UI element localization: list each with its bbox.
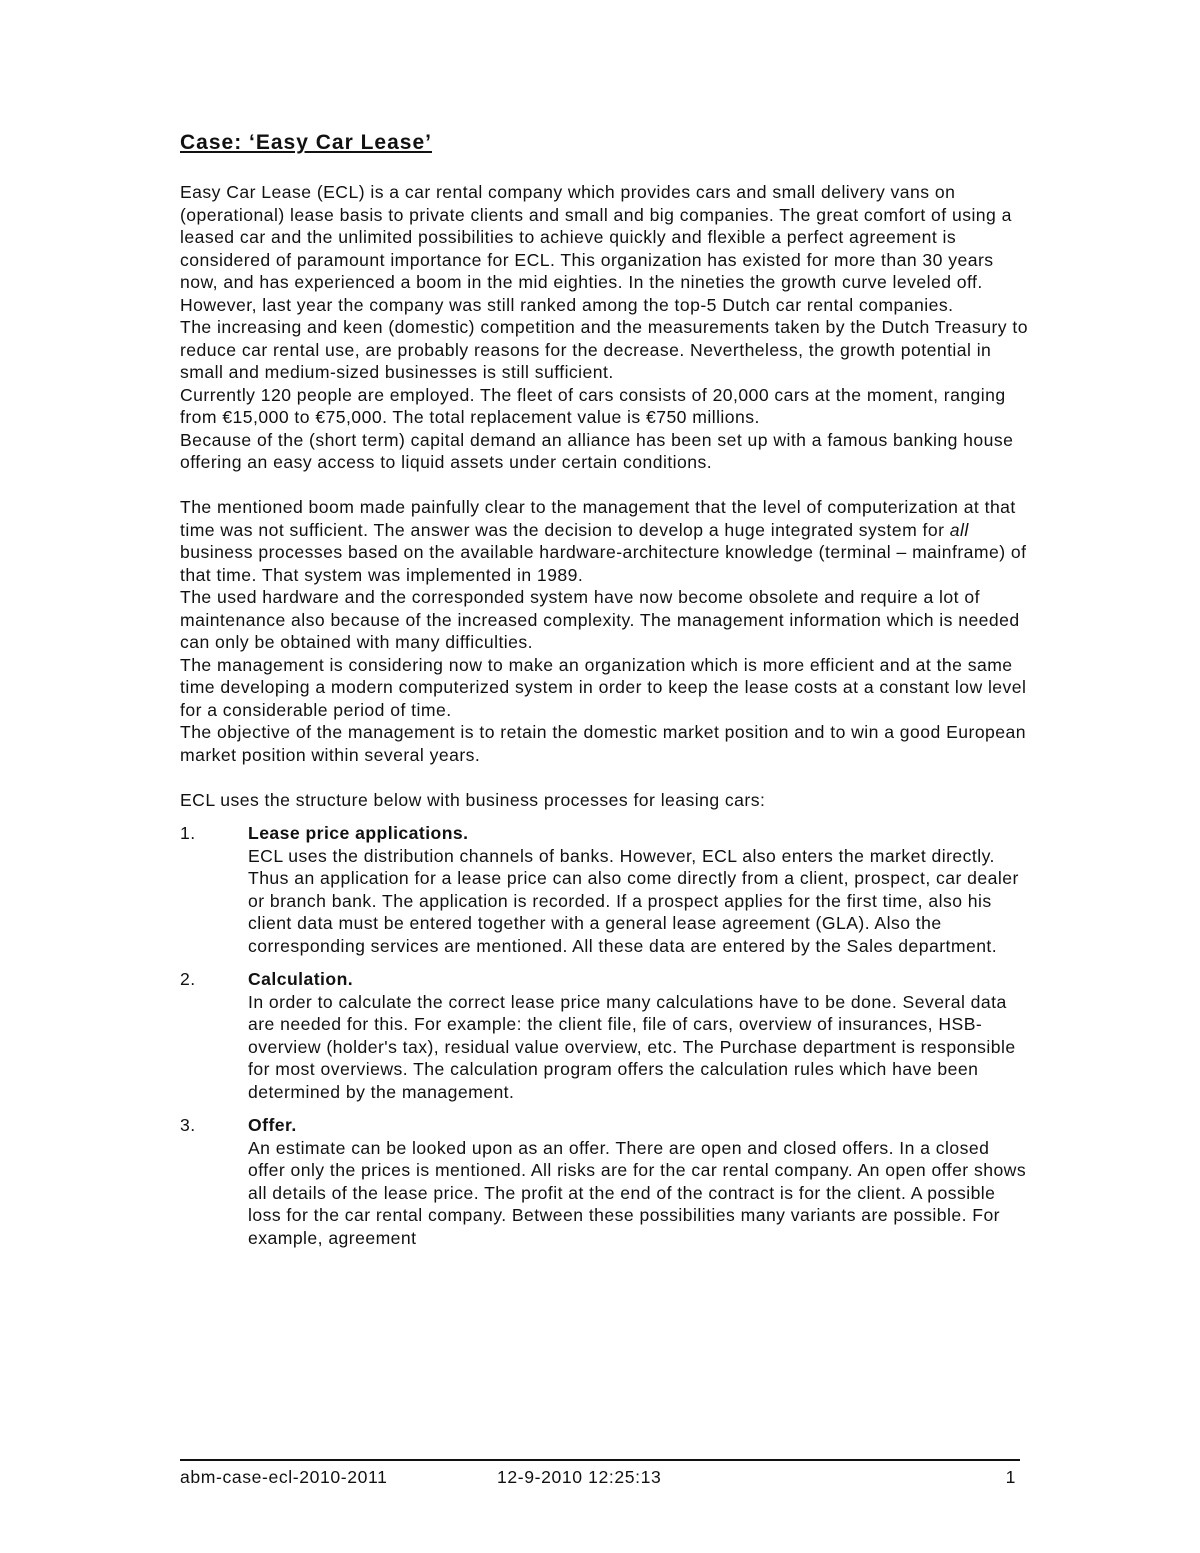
list-item-text: In order to calculate the correct lease price many calculations have to be done. Several data are needed for this. For example: the client file, file of cars, overview of insurances, HSB-overview (holder's tax), residual value overview, etc. The Purchase department is responsible for most overviews. The calculation program offers the calculation rules which have been determined by the management. bbox=[248, 991, 1016, 1102]
paragraph: The management is considering now to make an organization which is more efficient and at the same time developing a modern computerized system in order to keep the lease costs at a constant low level for a considerable period of time. bbox=[180, 654, 1027, 720]
page-footer bbox=[180, 1459, 1020, 1487]
emphasis-text: all bbox=[949, 519, 969, 540]
list-item bbox=[180, 1114, 1030, 1249]
list-item-number: 2. bbox=[180, 969, 196, 989]
paragraph: The used hardware and the corresponded system have now become obsolete and require a lot of maintenance also because of the increased complexity. The management information which is needed can only be obtained with many difficulties. bbox=[180, 587, 1020, 652]
process-list bbox=[180, 822, 1030, 1249]
spacer bbox=[180, 766, 1030, 789]
spacer bbox=[180, 474, 1030, 497]
footer-filename: abm-case-ecl-2010-2011 bbox=[180, 1467, 388, 1487]
list-item-text: An estimate can be looked upon as an offer. There are open and closed offers. In a closed offer only the prices is mentioned. All risks are for the car rental company. An open offer shows all details of the lease price. The profit at the end of the contract is for the client. A possible loss for the car rental company. Between these possibilities many variants are possible. For example, agreement bbox=[248, 1137, 1027, 1248]
paragraph-text: business processes based on the available hardware-architecture knowledge (terminal – mainframe) of that time. That system was implemented in 1989. bbox=[180, 542, 1027, 585]
page-title: Case: ‘Easy Car Lease’ bbox=[180, 131, 432, 154]
list-item-title: Lease price applications. bbox=[248, 823, 469, 843]
footer-row bbox=[180, 1467, 1020, 1491]
list-item-title: Offer. bbox=[248, 1115, 297, 1135]
paragraph: The increasing and keen (domestic) competition and the measurements taken by the Dutch Treasury to reduce car rental use, are probably reasons for the decrease. Nevertheless, the growth potential in small and medium-sized businesses is still sufficient. bbox=[180, 317, 1028, 382]
paragraph: The objective of the management is to retain the domestic market position and to win a good European market position within several years. bbox=[180, 722, 1026, 765]
list-intro: ECL uses the structure below with business processes for leasing cars: bbox=[180, 789, 766, 810]
list-item bbox=[180, 822, 1030, 957]
paragraph-text: The mentioned boom made painfully clear to the management that the level of computerization at that time was not sufficient. The answer was the decision to develop a huge integrated system for bbox=[180, 497, 1016, 540]
paragraph bbox=[180, 496, 1030, 586]
footer-page-number: 1 bbox=[1005, 1467, 1016, 1487]
paragraph: Because of the (short term) capital demand an alliance has been set up with a famous banking house offering an easy access to liquid assets under certain conditions. bbox=[180, 429, 1014, 472]
list-item bbox=[180, 968, 1030, 1103]
list-item-title: Calculation. bbox=[248, 969, 354, 989]
paragraph: Currently 120 people are employed. The fleet of cars consists of 20,000 cars at the moment, ranging from €15,000 to €75,000. The total replacement value is €750 millions. bbox=[180, 384, 1006, 427]
document-body bbox=[180, 181, 1030, 1260]
list-item-number: 1. bbox=[180, 823, 196, 843]
list-item-number: 3. bbox=[180, 1115, 196, 1135]
paragraph: Easy Car Lease (ECL) is a car rental company which provides cars and small delivery vans on (operational) lease basis to private clients and small and big companies. The great comfort of using a leased car and the unlimited possibilities to achieve quickly and flexible a perfect agreement is considered of paramount importance for ECL. This organization has existed for more than 30 years now, and has experienced a boom in the mid eighties. In the nineties the growth curve leveled off. However, last year the company was still ranked among the top-5 Dutch car rental companies. bbox=[180, 182, 1012, 315]
footer-datetime: 12-9-2010 12:25:13 bbox=[497, 1467, 662, 1487]
list-item-text: ECL uses the distribution channels of banks. However, ECL also enters the market directly. Thus an application for a lease price can also come directly from a client, prospect, car dealer or branch bank. The application is recorded. If a prospect applies for the first time, also his client data must be entered together with a general lease agreement (GLA). Also the corresponding services are mentioned. All these data are entered by the Sales department. bbox=[248, 845, 1019, 956]
